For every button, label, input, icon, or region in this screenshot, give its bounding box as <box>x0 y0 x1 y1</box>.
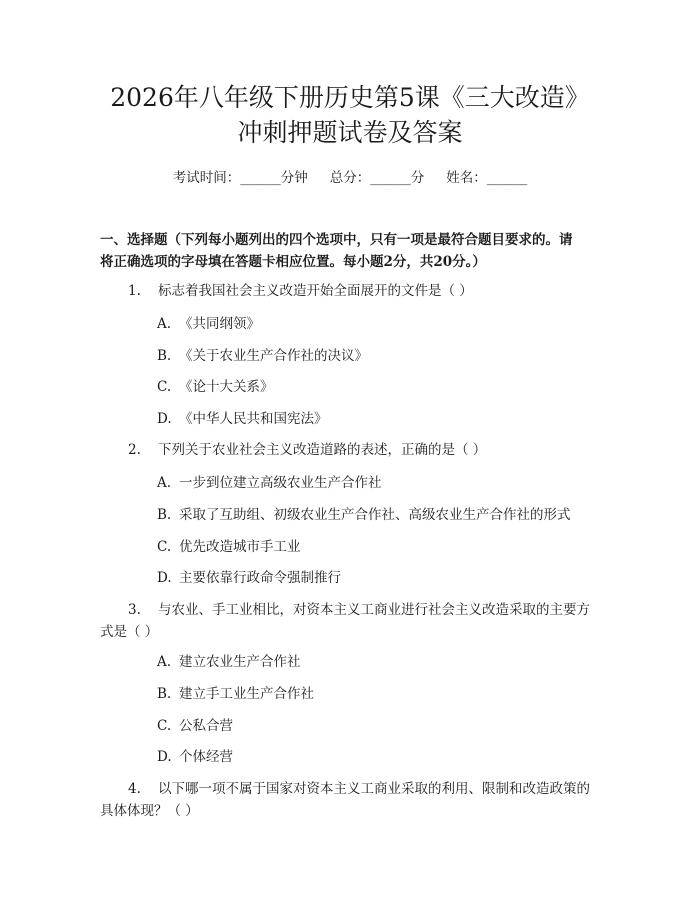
option-letter: C. <box>157 379 172 395</box>
question-number: 4. <box>128 781 141 797</box>
option-text: 个体经营 <box>179 749 233 765</box>
question-number: 3. <box>128 602 141 618</box>
question-3-option-b <box>157 683 597 705</box>
option-text: 《论十大关系》 <box>179 379 274 395</box>
option-letter: C. <box>157 718 172 734</box>
question-text-cont: 具体体现？（ ） <box>100 803 199 819</box>
question-text: 标志着我国社会主义改造开始全面展开的文件是（ ） <box>158 283 473 299</box>
option-letter: A. <box>157 475 172 491</box>
question-2-option-c <box>157 536 597 558</box>
question-2 <box>128 439 603 461</box>
option-letter: A. <box>157 654 172 670</box>
option-text: 主要依靠行政命令强制推行 <box>179 570 341 586</box>
question-1 <box>128 280 603 302</box>
option-text: 《共同纲领》 <box>179 316 260 332</box>
option-letter: C. <box>157 539 172 555</box>
question-number: 2. <box>128 442 141 458</box>
question-3-option-a <box>157 651 597 673</box>
option-letter: B. <box>157 686 172 702</box>
option-text: 建立手工业生产合作社 <box>179 686 314 702</box>
page-subtitle: 冲刺押题试卷及答案 <box>237 118 463 147</box>
question-2-option-d <box>157 567 597 589</box>
option-letter: D. <box>157 411 172 427</box>
exam-total-score: 总分：______分 <box>329 170 425 186</box>
question-1-option-c <box>157 376 597 398</box>
option-text: 建立农业生产合作社 <box>179 654 301 670</box>
option-text: 《中华人民共和国宪法》 <box>179 411 328 427</box>
option-text: 公私合营 <box>179 718 233 734</box>
question-4 <box>100 778 603 822</box>
question-2-option-b <box>157 504 597 526</box>
question-1-option-b <box>157 345 597 367</box>
question-3-option-c <box>157 715 597 737</box>
question-1-option-d <box>157 408 597 430</box>
option-letter: A. <box>157 316 172 332</box>
question-text: 以下哪一项不属于国家对资本主义工商业采取的利用、限制和改造政策的 <box>158 781 590 797</box>
exam-time: 考试时间：______分钟 <box>172 170 308 186</box>
option-letter: B. <box>157 348 172 364</box>
option-text: 采取了互助组、初级农业生产合作社、高级农业生产合作社的形式 <box>179 507 571 523</box>
question-text: 下列关于农业社会主义改造道路的表述，正确的是（ ） <box>158 442 487 458</box>
page-title: 2026年八年级下册历史第5课《三大改造》 <box>110 83 590 112</box>
exam-meta <box>0 168 700 188</box>
question-text: 与农业、手工业相比，对资本主义工商业进行社会主义改造采取的主要方 <box>158 602 590 618</box>
option-text: 一步到位建立高级农业生产合作社 <box>179 475 382 491</box>
question-text-cont: 式是（ ） <box>100 624 159 640</box>
section-heading-line1: 一、选择题（下列每小题列出的四个选项中，只有一项是最符合题目要求的。请 <box>100 232 573 248</box>
section-heading-line2: 将正确选项的字母填在答题卡相应位置。每小题2分，共20分。） <box>100 254 486 270</box>
question-3 <box>100 599 603 643</box>
section-heading <box>100 229 600 273</box>
question-1-option-a <box>157 313 597 335</box>
option-text: 优先改造城市手工业 <box>179 539 301 555</box>
exam-student-name: 姓名：______ <box>446 170 528 186</box>
option-letter: D. <box>157 749 172 765</box>
question-2-option-a <box>157 472 597 494</box>
option-text: 《关于农业生产合作社的决议》 <box>179 348 368 364</box>
question-3-option-d <box>157 746 597 768</box>
question-number: 1. <box>128 283 141 299</box>
option-letter: D. <box>157 570 172 586</box>
option-letter: B. <box>157 507 172 523</box>
